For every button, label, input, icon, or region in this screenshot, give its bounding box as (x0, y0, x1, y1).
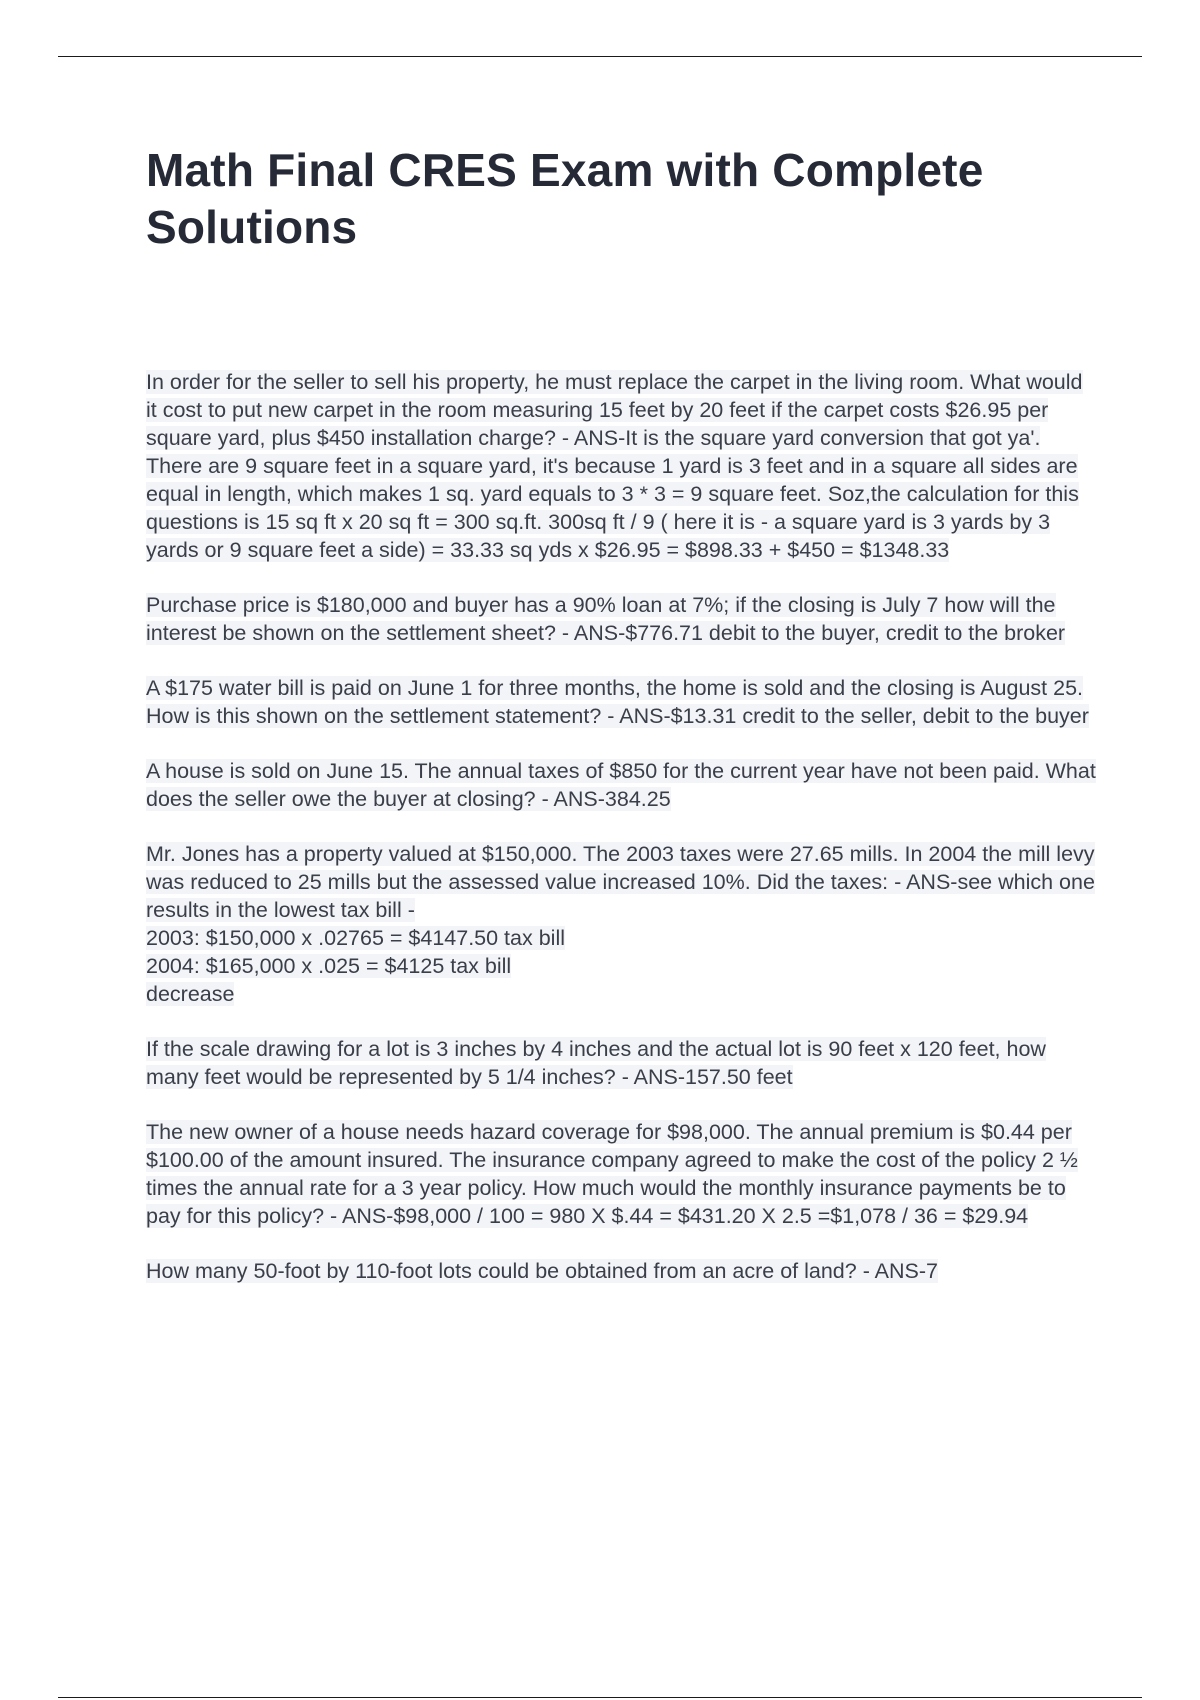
qa-item (146, 1257, 1096, 1285)
qa-item-text: A house is sold on June 15. The annual taxes of $850 for the current year have not been paid. What does the seller owe the buyer at closing? - ANS-384.25 (146, 759, 1096, 811)
qa-item-text: In order for the seller to sell his property, he must replace the carpet in the living room. What would it cost to put new carpet in the room measuring 15 feet by 20 feet if the carpet costs $26.95 per square yard, plus $450 installation charge? - ANS-It is the square yard conversion that got ya'. There are 9 square feet in a square yard, it's because 1 yard is 3 feet and in a square all sides are equal in length, which makes 1 sq. yard equals to 3 * 3 = 9 square feet. Soz,the calculation for this questions is 15 sq ft x 20 sq ft = 300 sq.ft. 300sq ft / 9 ( here it is - a square yard is 3 yards by 3 yards or 9 square feet a side) = 33.33 sq yds x $26.95 = $898.33 + $450 = $1348.33 (146, 370, 1083, 562)
qa-item-text: If the scale drawing for a lot is 3 inches by 4 inches and the actual lot is 90 feet x 120 feet, how many feet would be represented by 5 1/4 inches? - ANS-157.50 feet (146, 1037, 1046, 1089)
page-title: Math Final CRES Exam with Complete Solutions (146, 144, 984, 253)
qa-item-text: Mr. Jones has a property valued at $150,000. The 2003 taxes were 27.65 mills. In 2004 the mill levy was reduced to 25 mills but the assessed value increased 10%. Did the taxes: - ANS-see which one results in the lowest tax bill - 2003: $150,000 x .02765 = $4147.50 tax bill 2004: $165,000 x .025 = $4125 tax bill decrease (146, 842, 1095, 1006)
qa-item-text: A $175 water bill is paid on June 1 for three months, the home is sold and the closing is August 25. How is this shown on the settlement statement? - ANS-$13.31 credit to the seller, debit to the buyer (146, 676, 1089, 728)
qa-item (146, 591, 1096, 647)
qa-item (146, 1118, 1096, 1230)
qa-list (146, 368, 1096, 1312)
bottom-rule (58, 1697, 1142, 1698)
qa-item (146, 368, 1096, 564)
qa-item (146, 757, 1096, 813)
qa-item (146, 840, 1096, 1008)
qa-item-text: How many 50-foot by 110-foot lots could be obtained from an acre of land? - ANS-7 (146, 1259, 938, 1283)
qa-item (146, 1035, 1096, 1091)
qa-item (146, 674, 1096, 730)
qa-item-text: Purchase price is $180,000 and buyer has a 90% loan at 7%; if the closing is July 7 how will the interest be shown on the settlement sheet? - ANS-$776.71 debit to the buyer, credit to the broker (146, 593, 1066, 645)
qa-item-text: The new owner of a house needs hazard coverage for $98,000. The annual premium is $0.44 per $100.00 of the amount insured. The insurance company agreed to make the cost of the policy 2 ½ times the annual rate for a 3 year policy. How much would the monthly insurance payments be to pay for this policy? - ANS-$98,000 / 100 = 980 X $.44 = $431.20 X 2.5 =$1,078 / 36 = $29.94 (146, 1120, 1078, 1228)
top-rule (58, 56, 1142, 57)
